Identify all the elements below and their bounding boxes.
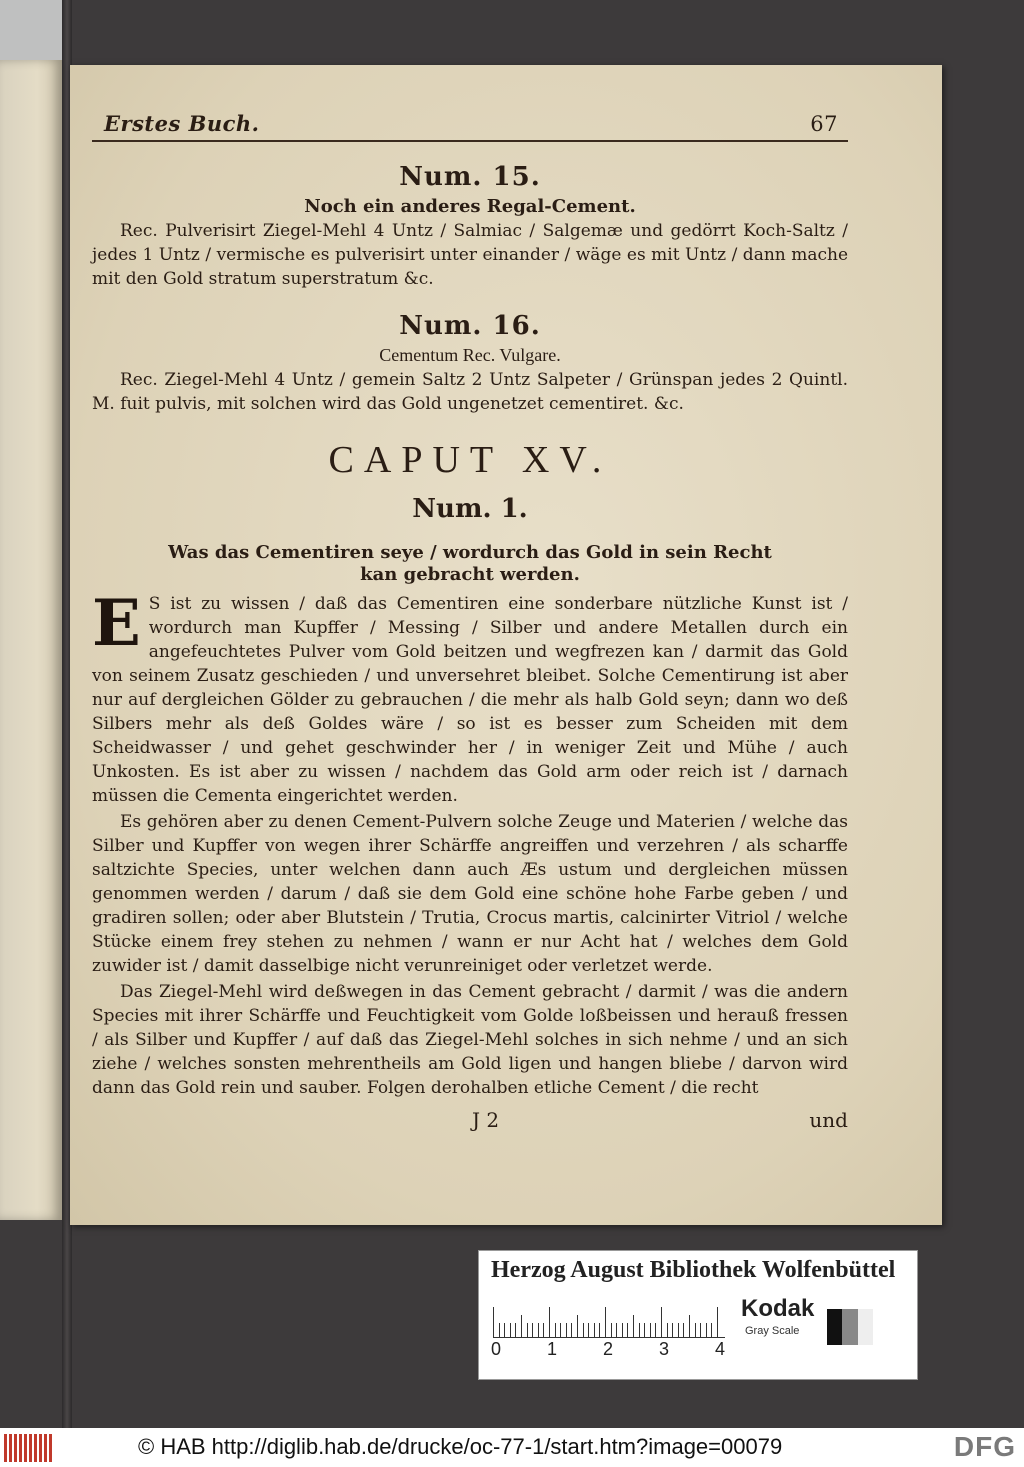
ruler-tick — [650, 1323, 651, 1337]
drop-initial: E — [92, 586, 141, 661]
ruler-tick — [560, 1323, 561, 1337]
ruler-tick — [672, 1323, 673, 1337]
ruler-tick — [504, 1323, 505, 1337]
swatch-black — [827, 1309, 842, 1345]
ruler-tick — [655, 1323, 656, 1337]
ruler-tick — [717, 1307, 718, 1337]
gray-swatches — [827, 1309, 873, 1345]
ruler-number: 4 — [715, 1339, 726, 1359]
kodak-logo: Kodak — [741, 1295, 815, 1322]
ruler-number: 3 — [659, 1339, 670, 1359]
ruler-tick — [678, 1323, 679, 1337]
ruler-tick — [622, 1323, 623, 1337]
ruler-tick — [594, 1323, 595, 1337]
section-num-15 — [92, 162, 848, 291]
ruler-tick — [571, 1323, 572, 1337]
ruler-tick — [633, 1315, 634, 1337]
ruler-number: 2 — [603, 1339, 614, 1359]
paragraph-text: S ist zu wissen / daß das Cementiren eine sonderbare nützliche Kunst ist / wordurch man Kupffer / Messing / Silber und andere Metallen durch ein angefeuchtetes Pulver vom Gold beitzen und wegfrezen kan / darmit das Gold von seinem Zusatz geschieden / und unversehret bleibet. Solche Cementirung ist aber nur auf dergleichen Gölder zu gebrauchen / die mehr als halb Gold seyn; dann wo deß Silbers mehr als deß Goldes wäre / so ist es besser zum Scheiden mit dem Scheidwasser / und gehet geschwinder her / in weniger Zeit und Mühe / auch Unkosten. Es ist aber zu wissen / nachdem das Gold arm oder reich ist / darnach müssen die Cementa eingerichtet werden. — [92, 594, 848, 806]
page-content — [92, 111, 848, 1132]
dfg-logo: DFG — [953, 1431, 1016, 1462]
ruler-tick — [711, 1323, 712, 1337]
running-head-title: Erstes Buch. — [104, 111, 260, 136]
ruler-tick — [577, 1315, 578, 1337]
ruler-number: 1 — [547, 1339, 558, 1359]
ruler-tick — [588, 1323, 589, 1337]
section-heading: Num. 15. — [399, 162, 541, 192]
library-name: Herzog August Bibliothek Wolfenbüttel — [491, 1257, 896, 1283]
ruler-tick — [683, 1323, 684, 1337]
ruler-tick — [527, 1323, 528, 1337]
ruler-tick — [667, 1323, 668, 1337]
section-text: Rec. Ziegel-Mehl 4 Untz / gemein Saltz 2 Untz Salpeter / Grünspan jedes 2 Quintl. M. fuit pulvis, mit solchen wird das Gold ungenetzet cementiret. &c. — [92, 370, 848, 414]
folio: 67 — [810, 112, 838, 136]
ruler-tick — [644, 1323, 645, 1337]
page-footer-line — [92, 1108, 848, 1132]
ruler-tick — [566, 1323, 567, 1337]
top-strip — [0, 0, 62, 60]
ruler-tick — [549, 1307, 550, 1337]
book-page — [70, 65, 942, 1225]
ruler-tick — [515, 1323, 516, 1337]
ruler-tick — [616, 1323, 617, 1337]
ruler-tick — [493, 1307, 494, 1337]
ruler-tick — [521, 1315, 522, 1337]
section-heading: Num. 16. — [399, 311, 541, 341]
running-head — [92, 111, 848, 142]
ruler-tick — [639, 1323, 640, 1337]
copyright-link[interactable]: © HAB http://diglib.hab.de/drucke/oc-77-1/start.htm?image=00079 — [138, 1434, 783, 1459]
ruler-tick — [605, 1307, 606, 1337]
paragraph-1 — [92, 586, 848, 808]
catchword: und — [809, 1108, 848, 1132]
chapter-heading: CAPUT XV. — [328, 439, 612, 481]
ruler-tick — [689, 1315, 690, 1337]
ruler-tick — [706, 1323, 707, 1337]
left-page-sliver — [0, 60, 62, 1220]
section-subheading: Noch ein anderes Regal-Cement. — [304, 196, 636, 217]
paragraph-2: Es gehören aber zu denen Cement-Pulvern solche Zeuge und Materien / welche das Silber und Kupffer von wegen ihrer Schärffe angreiffen und verzehren / als scharffe saltzichte Species, unter welchen dann auch Æs ustum und dergleichen müssen genommen werden / darum / daß sie dem Gold eine schöne hohe Farbe geben / und gradiren sollen; oder aber Blutstein / Trutia, Crocus martis, calcinirter Vitriol / welche Stücke einem frey stehen zu nehmen / wann er nur Acht hat / welches dem Gold zuwider ist / damit dasselbige nicht verunreiniget oder verletzet werde. — [92, 812, 848, 976]
ruler-tick — [555, 1323, 556, 1337]
chapter-num: Num. 1. — [412, 494, 528, 524]
color-checker-card — [478, 1250, 918, 1380]
paragraph-3: Das Ziegel-Mehl wird deßwegen in das Cement gebracht / darmit / was die andern Species mit ihrer Schärffe und Feuchtigkeit vom Golde loßbeissen und herauß fressen / als Silber und Kupffer / auf daß das Ziegel-Mehl solches in sich nehme / und an sich ziehe / welches sonsten mehrentheils am Gold ligen und hangen bliebe / darvon wird dann das Gold rein und sauber. Folgen derohalben etliche Cement / die recht — [92, 982, 848, 1098]
scale-ruler — [493, 1301, 725, 1338]
ruler-tick — [611, 1323, 612, 1337]
grayscale-label: Gray Scale — [745, 1325, 800, 1337]
section-text: Rec. Pulverisirt Ziegel-Mehl 4 Untz / Salmiac / Salgemæ und gedörrt Koch-Saltz / jedes 1 Untz / vermische es pulverisirt unter einander / wäge es mit Untz / dann mache mit den Gold stratum superstratum &c. — [92, 221, 848, 289]
ruler-tick — [499, 1323, 500, 1337]
ruler-tick — [599, 1323, 600, 1337]
section-num-16 — [92, 311, 848, 416]
swatch-gray — [842, 1309, 857, 1345]
ruler-tick — [543, 1323, 544, 1337]
ruler-tick — [510, 1323, 511, 1337]
swatch-white — [858, 1309, 873, 1345]
ruler-tick — [627, 1323, 628, 1337]
section-subheading: Cementum Rec. Vulgare. — [379, 345, 561, 365]
hab-logo-icon — [4, 1434, 54, 1462]
viewer-footer — [0, 1428, 1024, 1467]
ruler-tick — [583, 1323, 584, 1337]
ruler-tick — [700, 1323, 701, 1337]
chapter-title: Was das Cementiren seye / wordurch das Gold in sein Recht kan gebracht werden. — [168, 542, 772, 585]
ruler-tick — [538, 1323, 539, 1337]
ruler-tick — [532, 1323, 533, 1337]
ruler-tick — [661, 1307, 662, 1337]
ruler-number: 0 — [491, 1339, 502, 1359]
ruler-tick — [695, 1323, 696, 1337]
signature-mark: J 2 — [472, 1108, 500, 1132]
